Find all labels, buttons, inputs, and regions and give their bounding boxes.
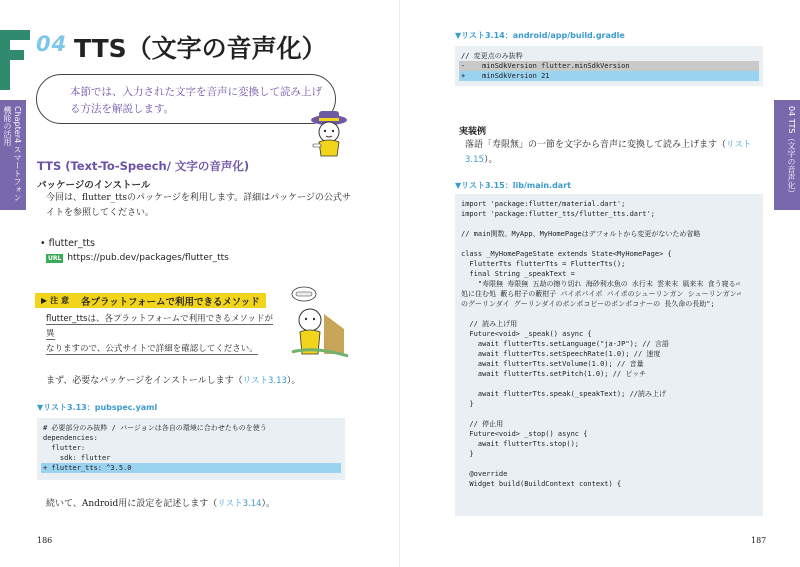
- note-badge-label: 注 意: [50, 296, 69, 305]
- ref-listing-3-13[interactable]: リスト3.13: [242, 376, 287, 386]
- code-line: import 'package:flutter_tts/flutter_tts.dart';: [461, 210, 655, 218]
- code-line: await flutterTts.setPitch(1.0); // ピッチ: [461, 370, 647, 378]
- code-line: [459, 219, 759, 229]
- intro-text: [70, 84, 330, 118]
- page-number-left: 186: [37, 536, 53, 545]
- section-title: TTS（文字の音声化）: [74, 34, 327, 63]
- para-android-end: ）。: [261, 499, 276, 509]
- code-line: // 変更点のみ抜粋: [461, 52, 523, 60]
- code-line: final String _speakText =: [461, 270, 575, 278]
- note-header: [35, 293, 266, 308]
- code-line: [459, 379, 759, 389]
- intro-line-1: 本節では、入力された文字を音声に変換して読み上げ: [70, 86, 322, 98]
- page-number-right: 187: [751, 536, 767, 545]
- section-side-tab: 04 TTS（文字の音声化）: [774, 100, 800, 210]
- note-line-1: flutter_ttsは、各プラットフォームで利用できるメソッドが異: [46, 314, 273, 339]
- code-line: await flutterTts.speak(_speakText); //読み上げ: [461, 390, 667, 398]
- listing-3-15-label: ▼リスト3.15：lib/main.dart: [455, 181, 571, 190]
- chapter-mark-icon: [0, 30, 30, 90]
- subheading-install: パッケージのインストール: [37, 180, 151, 191]
- url-badge: URL: [48, 254, 62, 262]
- para-package-line-1: 今回は、flutter_ttsのパッケージを利用します。詳細はパッケージの公式サ: [46, 193, 351, 203]
- code-line: "寿限無 寿限無 五劫の擦り切れ 海砂利水魚の 水行末 雲来末 風来末 食う寝る⏎: [461, 280, 740, 288]
- mascot-dog-icon: [305, 108, 353, 158]
- code-line: sdk: flutter: [43, 454, 111, 462]
- chapter-side-tab: Chapter4 スマートフォン機能の活用: [0, 100, 26, 210]
- package-url-link[interactable]: https://pub.dev/packages/flutter_tts: [67, 253, 229, 263]
- bullet-flutter-tts: • flutter_tts: [40, 238, 95, 249]
- para-package-line-2: イトを参照してください。: [46, 208, 155, 218]
- para-android: [46, 497, 366, 512]
- code-line: }: [461, 400, 474, 408]
- para-install-text: まず、必要なパッケージをインストールします（: [46, 376, 243, 386]
- code-line: class _MyHomePageState extends State<MyHomePage> {: [461, 250, 672, 258]
- right-page: [400, 0, 800, 567]
- heading-tts: TTS (Text-To-Speech/ 文字の音声化): [37, 159, 250, 173]
- code-line: のグーリンダイ グーリンダイのポンポコピーのポンポコナーの 長久命の長助";: [461, 300, 715, 308]
- ref-listing-3-14[interactable]: リスト3.14: [217, 499, 262, 509]
- listing-3-13-label: ▼リスト3.13：pubspec.yaml: [37, 403, 158, 412]
- code-line: await flutterTts.setLanguage("ja-JP"); // 言語: [461, 340, 669, 348]
- code-line: Future<void> _speak() async {: [461, 330, 592, 338]
- code-line: dependencies:: [43, 434, 98, 442]
- code-listing-3-14: [455, 46, 763, 86]
- code-line: Future<void> _stop() async {: [461, 430, 588, 438]
- para-android-text: 続いて、Android用に設定を記述します（: [46, 499, 218, 509]
- url-line: [46, 253, 229, 263]
- code-line: FlutterTts flutterTts = FlutterTts();: [461, 260, 626, 268]
- code-line: await flutterTts.setSpeechRate(1.0); // 速度: [461, 350, 661, 358]
- code-line: @override: [461, 470, 508, 478]
- code-line: await flutterTts.setVolume(1.0); // 音量: [461, 360, 644, 368]
- ref-listing-3-15[interactable]: 3.15: [465, 155, 484, 165]
- intro-line-2: る方法を解説します。: [70, 103, 175, 115]
- code-line: + flutter_tts: ^3.5.0: [41, 463, 341, 473]
- code-line: [459, 309, 759, 319]
- code-line: [459, 409, 759, 419]
- code-line: [459, 239, 759, 249]
- code-line: Widget build(BuildContext context) {: [461, 480, 622, 488]
- example-heading: 実装例: [459, 127, 487, 137]
- note-title: 各プラットフォームで利用できるメソッド: [75, 293, 266, 308]
- para-install-end: ）。: [286, 376, 301, 386]
- code-line: // 読み上げ用: [461, 320, 518, 328]
- code-line: await flutterTts.stop();: [461, 440, 580, 448]
- play-arrow-icon: ▶: [41, 296, 48, 305]
- note-line-2: なりますので、公式サイトで詳細を確認してください。: [46, 344, 258, 354]
- para-example: [465, 138, 770, 168]
- listing-3-14-label: ▼リスト3.14：android/app/build.gradle: [455, 31, 625, 40]
- para-install: [46, 374, 366, 389]
- para-example-text: 落語「寿限無」の一節を文字から音声に変換して読み上げます（: [465, 140, 727, 150]
- section-number: 04: [36, 32, 68, 56]
- code-line: [459, 459, 759, 469]
- code-listing-3-15: [455, 194, 763, 516]
- code-line: }: [461, 450, 474, 458]
- note-body: [46, 312, 281, 357]
- code-line: flutter:: [43, 444, 86, 452]
- ref-listing-word[interactable]: リスト: [726, 140, 752, 150]
- code-line: // 停止用: [461, 420, 504, 428]
- note-badge: [35, 293, 75, 308]
- code-line: - minSdkVersion flutter.minSdkVersion: [459, 61, 759, 71]
- code-line: # 必要部分のみ抜粋 / バージョンは各自の環境に合わせたものを使う: [43, 424, 267, 432]
- para-package: [46, 191, 361, 221]
- code-line: // main関数、MyApp、MyHomePageはデフォルトから変更がないため省略: [461, 230, 701, 238]
- code-line: 処に住む処 藪ら柑子の藪柑子 パイポパイポ パイポのシューリンガン シューリンガン⏎: [461, 290, 741, 298]
- mascot-bone-icon: [284, 284, 350, 360]
- code-listing-3-13: [37, 418, 345, 480]
- para-example-end: ）。: [483, 155, 498, 165]
- code-line: + minSdkVersion 21: [459, 71, 759, 81]
- code-line: import 'package:flutter/material.dart';: [461, 200, 626, 208]
